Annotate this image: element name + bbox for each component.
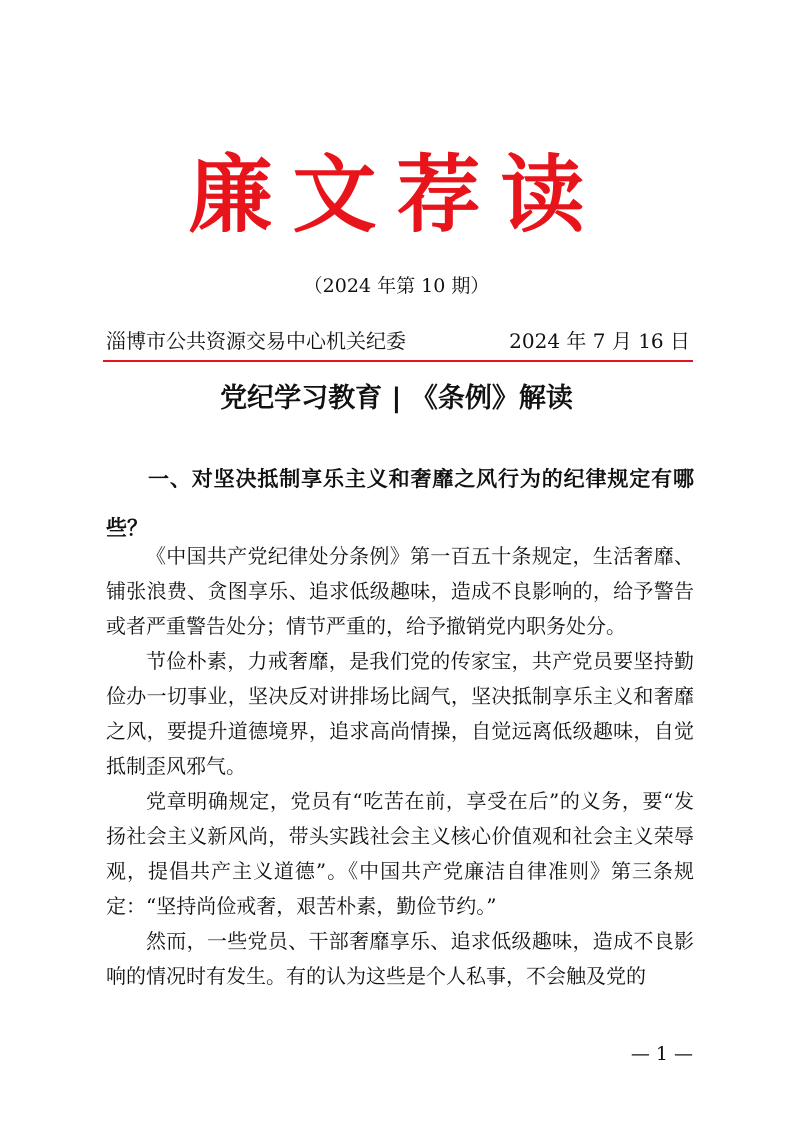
masthead-title: 廉文荐读 — [188, 145, 605, 244]
issue-date: 2024 年 7 月 16 日 — [509, 329, 690, 353]
article-body — [106, 539, 694, 994]
article-title: 党纪学习教育 | 《条例》解读 — [220, 383, 573, 414]
page-number: — 1 — — [630, 1043, 693, 1065]
section-heading: 一、对坚决抵制享乐主义和奢靡之风行为的纪律规定有哪些？ — [106, 467, 694, 540]
issue-number: （2024 年第 10 期） — [303, 275, 490, 297]
header-divider — [103, 360, 693, 362]
paragraph: 《中国共产党纪律处分条例》第一百五十条规定，生活奢靡、铺张浪费、贪图享乐、追求低级趣味，造成不良影响的，给予警告或者严重警告处分；情节严重的，给予撤销党内职务处分。 — [106, 544, 694, 638]
paragraph: 节俭朴素，力戒奢靡，是我们党的传家宝，共产党员要坚持勤俭办一切事业，坚决反对讲排场比阔气，坚决抵制享乐主义和奢靡之风，要提升道德境界，追求高尚情操，自觉远离低级趣味，自觉抵制歪风邪气。 — [106, 649, 694, 778]
paragraph: 然而，一些党员、干部奢靡享乐、追求低级趣味，造成不良影响的情况时有发生。有的认为这些是个人私事，不会触及党的 — [106, 929, 694, 988]
issuer-name: 淄博市公共资源交易中心机关纪委 — [106, 329, 406, 353]
paragraph: 党章明确规定，党员有“吃苦在前，享受在后”的义务，要“发扬社会主义新风尚，带头实践社会主义核心价值观和社会主义荣辱观，提倡共产主义道德”。《中国共产党廉洁自律准则》第三条规定：“坚持尚俭戒奢，艰苦朴素，勤俭节约。” — [106, 789, 694, 918]
